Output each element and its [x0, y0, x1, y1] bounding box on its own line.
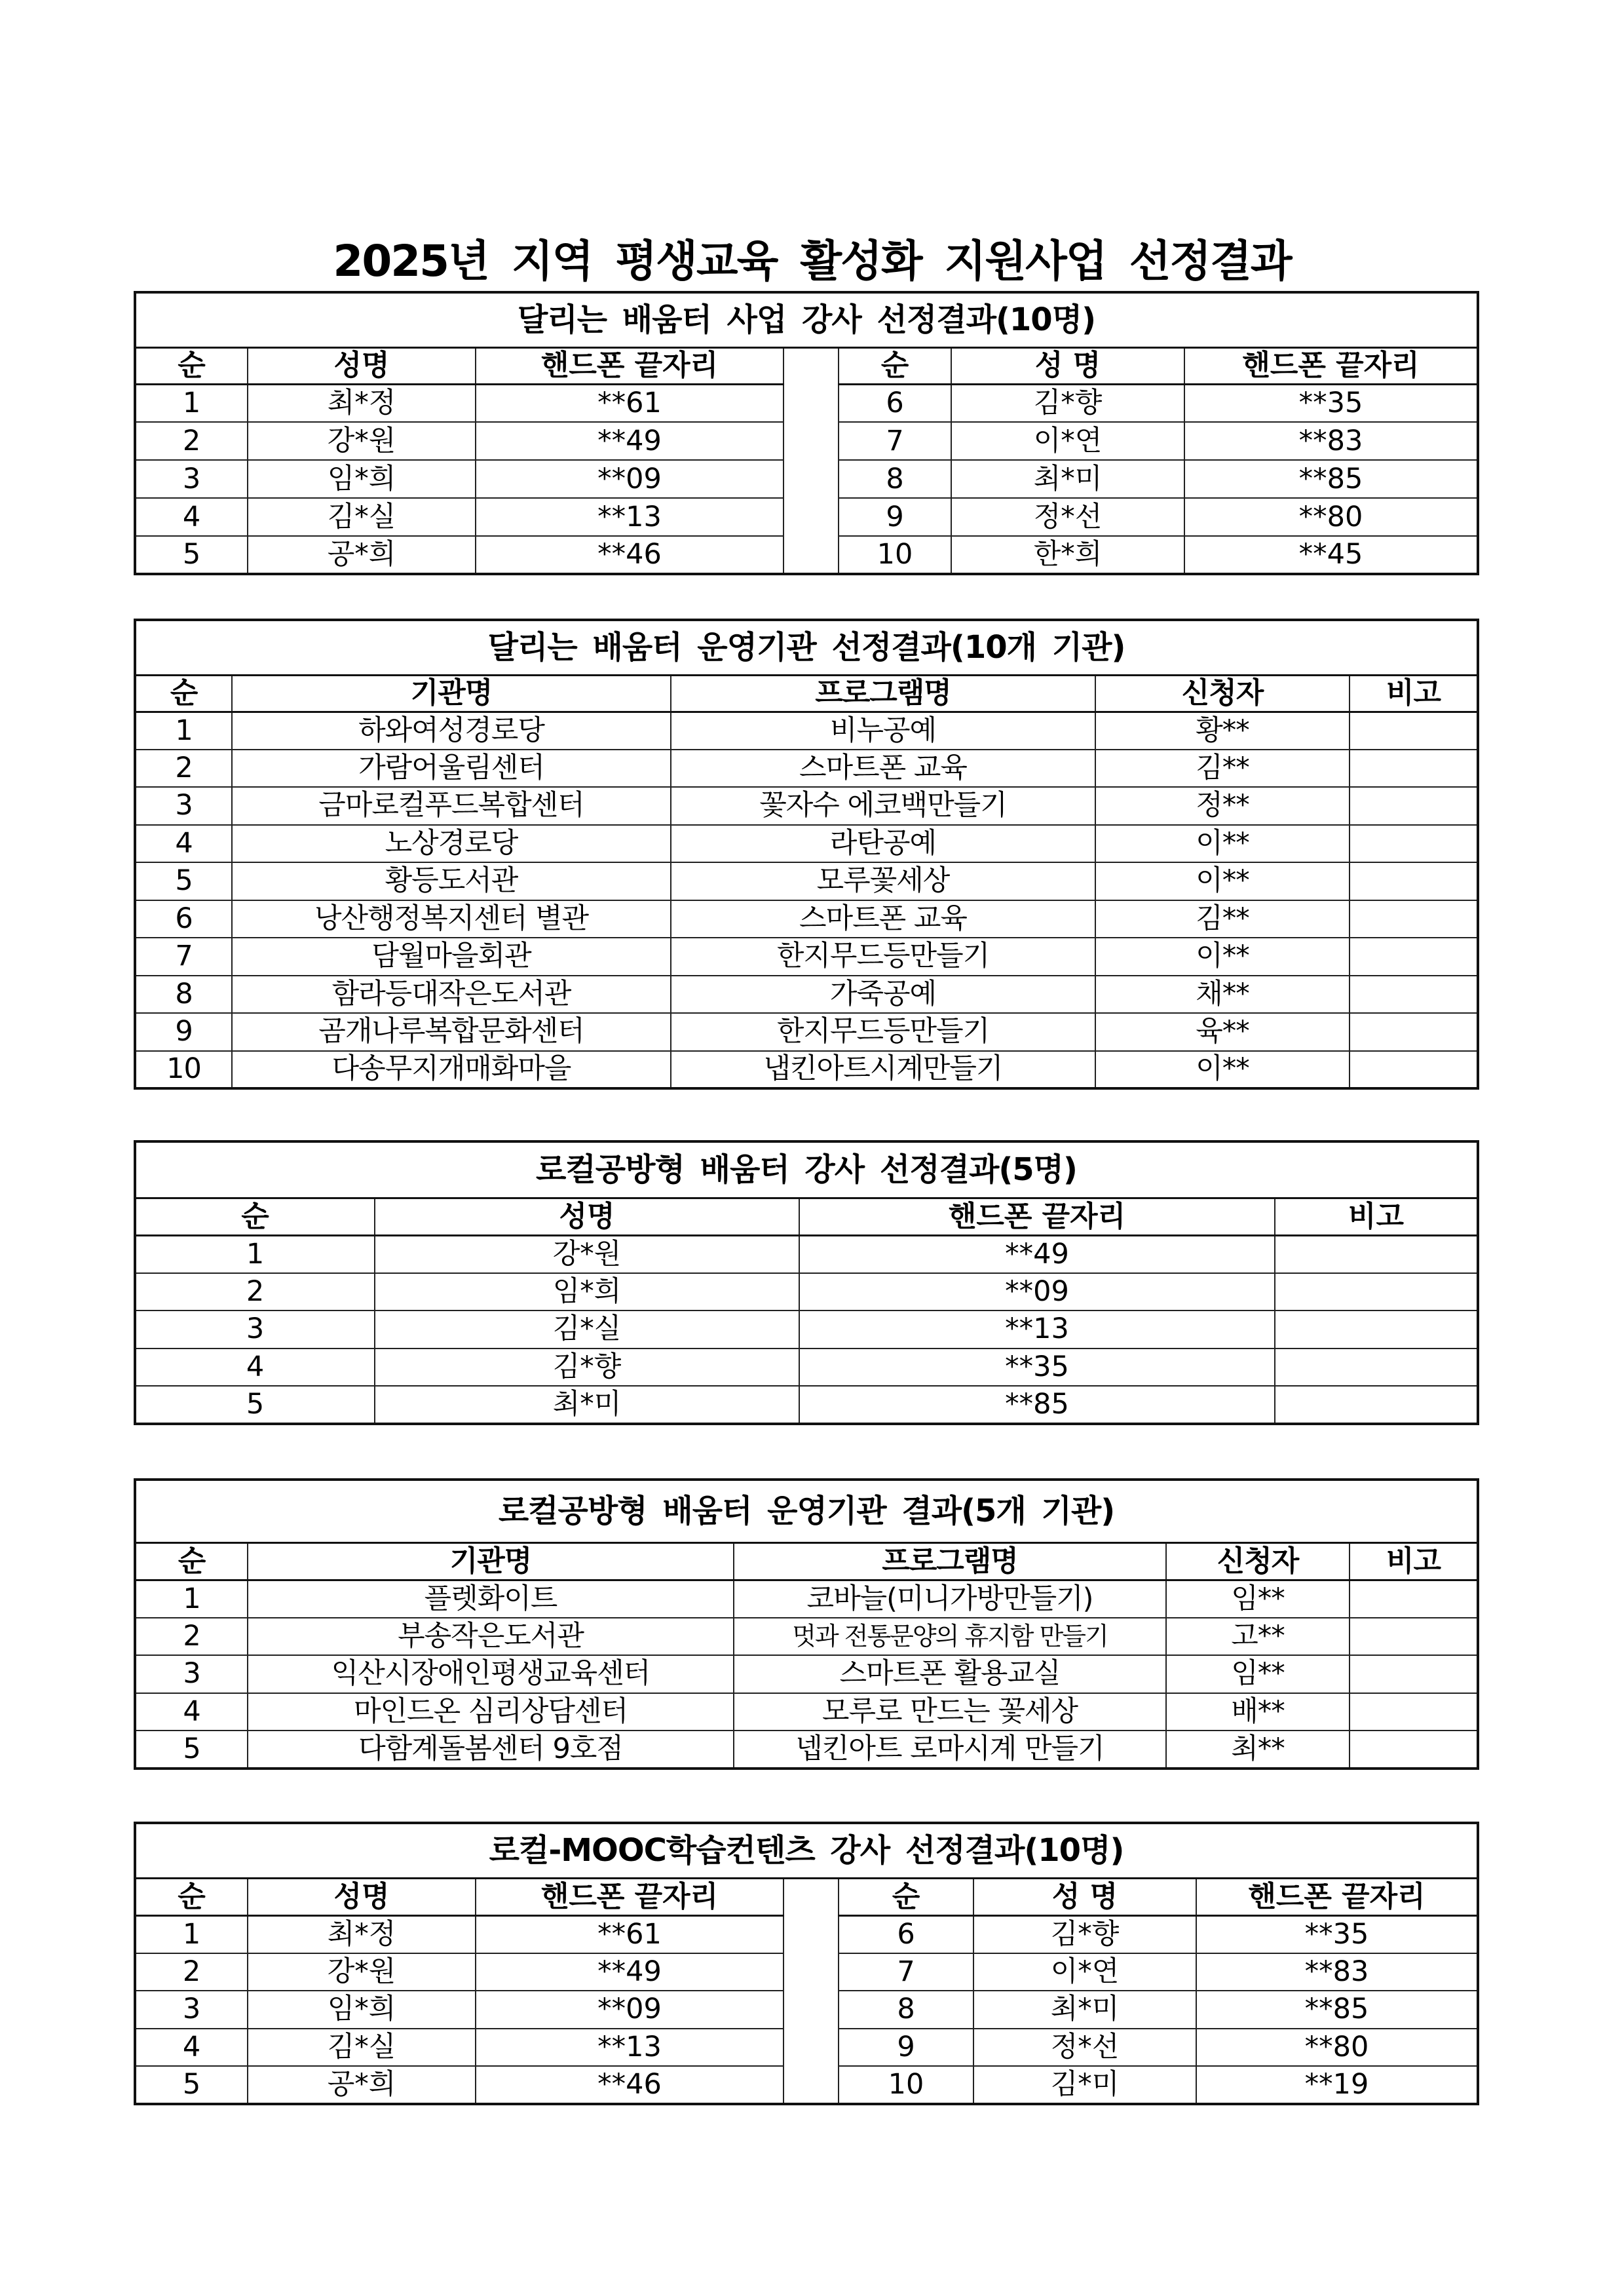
cell-program: 스마트폰 교육	[671, 750, 1095, 788]
cell-note	[1350, 1693, 1478, 1731]
table-row	[135, 976, 1478, 1014]
cell-no: 8	[839, 1991, 973, 2029]
cell-phone: **13	[799, 1311, 1275, 1349]
cell-phone: **49	[476, 1953, 784, 1991]
cell-phone: **49	[799, 1235, 1275, 1273]
cell-phone: **13	[476, 498, 784, 536]
column-header-name: 성 명	[951, 347, 1184, 384]
table-caption: 달리는 배움터 운영기관 선정결과(10개 기관)	[135, 620, 1478, 675]
column-header-no: 순	[135, 1542, 248, 1580]
document-title: 2025년 지역 평생교육 활성화 지원사업 선정결과	[333, 236, 1291, 286]
cell-no: 10	[135, 1051, 232, 1089]
cell-name: 정*선	[951, 498, 1184, 536]
column-header-phone: 핸드폰 끝자리	[476, 347, 784, 384]
cell-no: 4	[135, 825, 232, 863]
cell-name: 최*미	[375, 1386, 799, 1424]
cell-phone: **83	[1196, 1953, 1478, 1991]
cell-program: 한지무드등만들기	[671, 1013, 1095, 1051]
cell-applicant: 채**	[1095, 976, 1350, 1014]
cell-applicant: 최**	[1166, 1731, 1350, 1769]
cell-no: 5	[135, 862, 232, 900]
cell-note	[1350, 1618, 1478, 1656]
column-header-note: 비고	[1350, 675, 1478, 712]
cell-phone: **85	[799, 1386, 1275, 1424]
cell-no: 4	[135, 1349, 375, 1387]
table-row	[135, 1349, 1478, 1387]
table-row	[135, 1655, 1478, 1693]
cell-no: 9	[135, 1013, 232, 1051]
cell-no: 6	[135, 900, 232, 938]
cell-no: 3	[135, 1655, 248, 1693]
cell-no: 5	[135, 2066, 248, 2104]
cell-note	[1350, 900, 1478, 938]
cell-note	[1350, 1580, 1478, 1618]
cell-name: 강*원	[375, 1235, 799, 1273]
cell-note	[1275, 1235, 1478, 1273]
cell-no: 1	[135, 1915, 248, 1953]
cell-org: 낭산행정복지센터 별관	[232, 900, 671, 938]
column-header-name: 성명	[248, 1878, 476, 1915]
cell-name: 김*향	[973, 1915, 1196, 1953]
table-row	[135, 1618, 1478, 1656]
cell-note	[1350, 1013, 1478, 1051]
column-header-program: 프로그램명	[734, 1542, 1166, 1580]
cell-no: 7	[839, 422, 951, 460]
table-local-workshop-instructors	[134, 1140, 1479, 1425]
cell-note	[1350, 712, 1478, 750]
cell-no: 5	[135, 536, 248, 574]
cell-program: 스마트폰 활용교실	[734, 1655, 1166, 1693]
cell-phone: **80	[1196, 2029, 1478, 2067]
cell-note	[1350, 825, 1478, 863]
cell-no: 3	[135, 460, 248, 498]
cell-note	[1350, 787, 1478, 825]
cell-program: 멋과 전통문양의 휴지함 만들기	[734, 1618, 1166, 1656]
table-row	[135, 712, 1478, 750]
column-header-name: 성명	[375, 1198, 799, 1235]
cell-no: 3	[135, 1991, 248, 2029]
column-header-name: 성명	[248, 347, 476, 384]
cell-program: 한지무드등만들기	[671, 938, 1095, 976]
table-row	[135, 1273, 1478, 1311]
cell-no: 7	[135, 938, 232, 976]
table-row	[135, 1693, 1478, 1731]
cell-note	[1350, 862, 1478, 900]
cell-no: 4	[135, 2029, 248, 2067]
cell-no: 1	[135, 1235, 375, 1273]
column-header-applicant: 신청자	[1095, 675, 1350, 712]
cell-org: 다송무지개매화마을	[232, 1051, 671, 1089]
cell-name: 최*미	[951, 460, 1184, 498]
cell-name: 공*희	[248, 2066, 476, 2104]
cell-note	[1275, 1273, 1478, 1311]
cell-phone: **46	[476, 536, 784, 574]
table-running-learning-organizations	[134, 619, 1479, 1090]
cell-name: 최*정	[248, 1915, 476, 1953]
cell-org: 부송작은도서관	[248, 1618, 734, 1656]
cell-applicant: 이**	[1095, 1051, 1350, 1089]
cell-phone: **85	[1184, 460, 1478, 498]
cell-org: 함라등대작은도서관	[232, 976, 671, 1014]
column-header-phone: 핸드폰 끝자리	[799, 1198, 1275, 1235]
cell-no: 8	[839, 460, 951, 498]
column-header-no: 순	[135, 1198, 375, 1235]
cell-org: 마인드온 심리상담센터	[248, 1693, 734, 1731]
cell-program: 모루로 만드는 꽃세상	[734, 1693, 1166, 1731]
cell-no: 10	[839, 2066, 973, 2104]
cell-no: 2	[135, 1273, 375, 1311]
table-caption: 로컬공방형 배움터 운영기관 결과(5개 기관)	[135, 1480, 1478, 1542]
cell-name: 김*실	[248, 498, 476, 536]
cell-note	[1350, 750, 1478, 788]
cell-name: 김*실	[248, 2029, 476, 2067]
column-header-phone: 핸드폰 끝자리	[1196, 1878, 1478, 1915]
cell-applicant: 이**	[1095, 825, 1350, 863]
cell-phone: **49	[476, 422, 784, 460]
table-row	[135, 825, 1478, 863]
table-row	[135, 1731, 1478, 1769]
cell-phone: **85	[1196, 1991, 1478, 2029]
cell-note	[1350, 1655, 1478, 1693]
cell-program: 스마트폰 교육	[671, 900, 1095, 938]
cell-note	[1350, 1731, 1478, 1769]
cell-note	[1350, 938, 1478, 976]
cell-phone: **13	[476, 2029, 784, 2067]
cell-no: 7	[839, 1953, 973, 1991]
cell-no: 4	[135, 498, 248, 536]
table-row	[135, 1580, 1478, 1618]
cell-program: 넵킨아트 로마시계 만들기	[734, 1731, 1166, 1769]
cell-name: 최*미	[973, 1991, 1196, 2029]
table-row	[135, 787, 1478, 825]
cell-phone: **80	[1184, 498, 1478, 536]
cell-name: 김*실	[375, 1311, 799, 1349]
cell-phone: **35	[1184, 384, 1478, 422]
cell-name: 강*원	[248, 1953, 476, 1991]
cell-phone: **61	[476, 384, 784, 422]
cell-org: 곰개나루복합문화센터	[232, 1013, 671, 1051]
cell-name: 강*원	[248, 422, 476, 460]
cell-name: 임*희	[248, 1991, 476, 2029]
cell-no: 6	[839, 1915, 973, 1953]
column-header-no: 순	[135, 1878, 248, 1915]
cell-applicant: 임**	[1166, 1655, 1350, 1693]
cell-name: 김*향	[951, 384, 1184, 422]
column-header-org: 기관명	[248, 1542, 734, 1580]
column-header-org: 기관명	[232, 675, 671, 712]
cell-phone: **35	[1196, 1915, 1478, 1953]
cell-no: 1	[135, 1580, 248, 1618]
table-row	[135, 1311, 1478, 1349]
cell-program: 코바늘(미니가방만들기)	[734, 1580, 1166, 1618]
cell-org: 플렛화이트	[248, 1580, 734, 1618]
cell-note	[1275, 1311, 1478, 1349]
cell-phone: **61	[476, 1915, 784, 1953]
cell-name: 이*연	[973, 1953, 1196, 1991]
cell-org: 담월마을회관	[232, 938, 671, 976]
cell-applicant: 이**	[1095, 938, 1350, 976]
column-header-applicant: 신청자	[1166, 1542, 1350, 1580]
cell-no: 1	[135, 712, 232, 750]
column-gap	[784, 347, 839, 574]
table-local-workshop-organizations	[134, 1478, 1479, 1770]
table-local-mooc-instructors	[134, 1822, 1479, 2105]
column-header-no: 순	[135, 675, 232, 712]
cell-name: 한*희	[951, 536, 1184, 574]
cell-phone: **45	[1184, 536, 1478, 574]
cell-applicant: 고**	[1166, 1618, 1350, 1656]
cell-program: 모루꽃세상	[671, 862, 1095, 900]
cell-phone: **46	[476, 2066, 784, 2104]
column-header-note: 비고	[1350, 1542, 1478, 1580]
cell-applicant: 김**	[1095, 750, 1350, 788]
cell-org: 하와여성경로당	[232, 712, 671, 750]
column-gap	[784, 1878, 839, 2104]
cell-no: 1	[135, 384, 248, 422]
cell-phone: **09	[476, 1991, 784, 2029]
cell-no: 5	[135, 1731, 248, 1769]
cell-no: 9	[839, 498, 951, 536]
cell-name: 김*향	[375, 1349, 799, 1387]
cell-no: 4	[135, 1693, 248, 1731]
cell-name: 정*선	[973, 2029, 1196, 2067]
cell-no: 6	[839, 384, 951, 422]
table-row	[135, 1013, 1478, 1051]
cell-no: 9	[839, 2029, 973, 2067]
cell-program: 꽃자수 에코백만들기	[671, 787, 1095, 825]
cell-program: 비누공예	[671, 712, 1095, 750]
table-row	[135, 750, 1478, 788]
cell-org: 가람어울림센터	[232, 750, 671, 788]
cell-note	[1350, 1051, 1478, 1089]
cell-applicant: 황**	[1095, 712, 1350, 750]
cell-no: 10	[839, 536, 951, 574]
cell-applicant: 정**	[1095, 787, 1350, 825]
cell-name: 임*희	[248, 460, 476, 498]
column-header-phone: 핸드폰 끝자리	[1184, 347, 1478, 384]
cell-no: 3	[135, 1311, 375, 1349]
table-caption: 로컬공방형 배움터 강사 선정결과(5명)	[135, 1141, 1478, 1198]
cell-phone: **19	[1196, 2066, 1478, 2104]
cell-name: 최*정	[248, 384, 476, 422]
cell-applicant: 임**	[1166, 1580, 1350, 1618]
cell-phone: **35	[799, 1349, 1275, 1387]
table-row	[135, 1051, 1478, 1089]
cell-name: 공*희	[248, 536, 476, 574]
cell-phone: **83	[1184, 422, 1478, 460]
cell-no: 3	[135, 787, 232, 825]
cell-no: 2	[135, 750, 232, 788]
cell-no: 2	[135, 422, 248, 460]
cell-applicant: 이**	[1095, 862, 1350, 900]
cell-org: 노상경로당	[232, 825, 671, 863]
column-header-no: 순	[839, 1878, 973, 1915]
table-row	[135, 1386, 1478, 1424]
cell-note	[1275, 1386, 1478, 1424]
table-row	[135, 900, 1478, 938]
cell-name: 김*미	[973, 2066, 1196, 2104]
cell-phone: **09	[476, 460, 784, 498]
table-running-learning-instructors	[134, 291, 1479, 575]
cell-no: 8	[135, 976, 232, 1014]
cell-org: 황등도서관	[232, 862, 671, 900]
column-header-name: 성 명	[973, 1878, 1196, 1915]
cell-applicant: 육**	[1095, 1013, 1350, 1051]
cell-note	[1275, 1349, 1478, 1387]
cell-program: 가죽공예	[671, 976, 1095, 1014]
column-header-phone: 핸드폰 끝자리	[476, 1878, 784, 1915]
table-row	[135, 1235, 1478, 1273]
cell-org: 금마로컬푸드복합센터	[232, 787, 671, 825]
column-header-no: 순	[135, 347, 248, 384]
cell-program: 라탄공예	[671, 825, 1095, 863]
cell-no: 5	[135, 1386, 375, 1424]
cell-program: 냅킨아트시계만들기	[671, 1051, 1095, 1089]
table-row	[135, 862, 1478, 900]
cell-applicant: 김**	[1095, 900, 1350, 938]
cell-name: 임*희	[375, 1273, 799, 1311]
cell-phone: **09	[799, 1273, 1275, 1311]
cell-name: 이*연	[951, 422, 1184, 460]
cell-note	[1350, 976, 1478, 1014]
column-header-program: 프로그램명	[671, 675, 1095, 712]
column-header-no: 순	[839, 347, 951, 384]
cell-applicant: 배**	[1166, 1693, 1350, 1731]
table-row	[135, 938, 1478, 976]
cell-org: 익산시장애인평생교육센터	[248, 1655, 734, 1693]
cell-org: 다함계돌봄센터 9호점	[248, 1731, 734, 1769]
table-caption: 달리는 배움터 사업 강사 선정결과(10명)	[135, 292, 1478, 347]
cell-no: 2	[135, 1953, 248, 1991]
table-caption: 로컬-MOOC학습컨텐츠 강사 선정결과(10명)	[135, 1823, 1478, 1878]
cell-no: 2	[135, 1618, 248, 1656]
column-header-note: 비고	[1275, 1198, 1478, 1235]
